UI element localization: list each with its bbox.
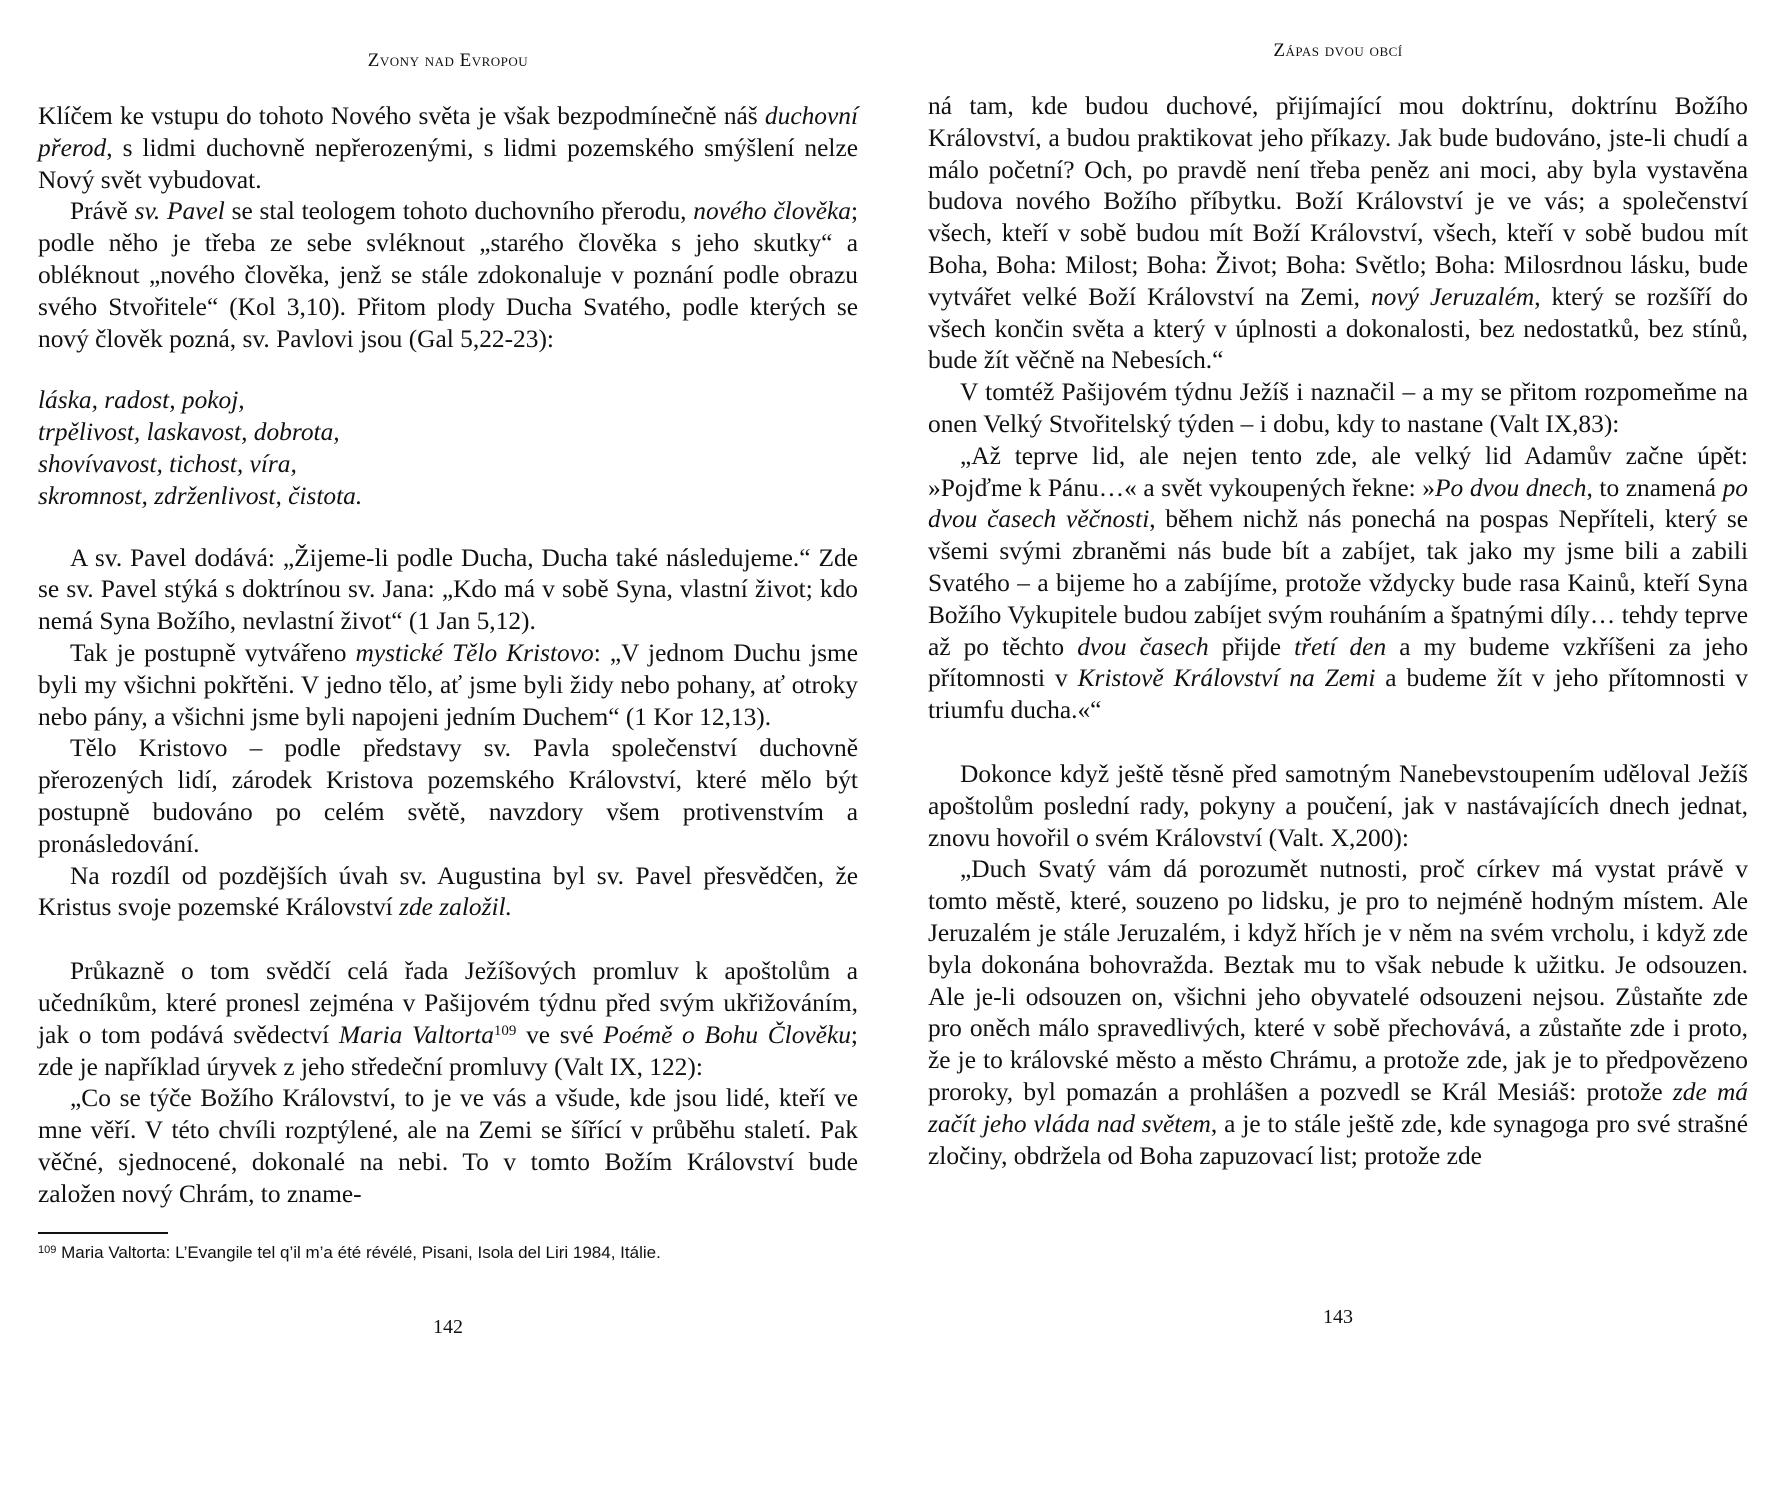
italic-run: nového člověka: [693, 197, 851, 226]
paragraph: A sv. Pavel dodává: „Žijeme-li podle Ducha, Ducha také následujeme.“ Zde se sv. Pavel stýká s doktrínou sv. Jana: „Kdo má v sobě Syna, vlastní život; kdo nemá Syna Božího, nevlastní život“ (1 Jan 5,12).: [38, 543, 858, 636]
text-run: , s lidmi duchovně nepřerozenými, s lidmi pozemského smýšlení nelze Nový svět vybudovat.: [38, 133, 858, 194]
italic-run: mystické Tělo Kristovo: [355, 638, 594, 667]
text-run: ve své: [516, 1020, 604, 1049]
running-head: Zvony nad Evropou: [367, 50, 529, 71]
right-page: [928, 0, 1748, 1500]
left-page: [38, 0, 858, 1500]
text-run: Na rozdíl od pozdějších úvah sv. Augustina byl sv. Pavel přesvědčen, že Kristus svoje pozemské Království: [38, 861, 858, 922]
paragraph: [38, 101, 858, 196]
verse-line: shovívavost, tichost, víra,: [38, 449, 297, 478]
italic-run: Poémě o Bohu Člověku: [603, 1020, 851, 1049]
page-number: 142: [433, 1316, 463, 1338]
italic-run: duchovní přerod: [38, 102, 858, 162]
italic-run: sv. Pavel: [134, 197, 225, 226]
text-run: , to znamená: [1586, 473, 1723, 502]
page-body: [38, 101, 858, 1211]
text-run: přijde: [1208, 632, 1295, 661]
text-run: , a je to stále ještě zde, kde synagoga pro své strašné zločiny, obdržela od Boha zapuzovací list; protože zde: [928, 1109, 1748, 1170]
italic-run: zde založil.: [399, 893, 512, 922]
paragraph: [38, 638, 858, 733]
paragraph: [38, 956, 858, 1083]
text-run: Právě: [70, 197, 135, 226]
footnote-text: Maria Valtorta: L’Evangile tel q’il m’a été révélé, Pisani, Isola del Liri 1984, Itálie.: [56, 1243, 661, 1262]
text-run: se stal teologem tohoto duchovního přerodu,: [224, 197, 694, 226]
paragraph: [38, 196, 858, 355]
verse-line: skromnost, zdrženlivost, čistota.: [38, 481, 363, 510]
italic-run: nový Jeruzalém: [1370, 282, 1535, 311]
text-run: „Až teprve lid, ale nejen tento zde, ale velký lid Adamův začne úpět: »Pojďme k Pánu…« a svět vykoupených řekne: »: [928, 441, 1748, 502]
verse-block: [38, 385, 858, 512]
text-run: „Duch Svatý vám dá porozumět nutnosti, proč církev má vystat právě v tomto městě, které, souzeno po lidsku, je pro to nejméně hodným místem. Ale Jeruzalém je stále Jeruzalém, i když hřích je v něm na svém vrcholu, i když zde byla dokonána bohovražda. Beztak mu to však nebude k užitku. Je odsouzen. Ale je-li odsouzen on, všichni jeho obyvatelé odsouzeni nejsou. Zůstaňte zde pro oněch málo spravedlivých, které v sobě přechovává, a zůstaňte zde i proto, že je to královské město a město Chrámu, a protože zde, jak je to předpovězeno proroky, byl pomazán a prohlášen a pozvedl se Král Mesiáš: protože: [928, 855, 1748, 1106]
paragraph: Dokonce když ještě těsně před samotným Nanebevstoupením uděloval Ježíš apoštolům poslední rady, pokyny a poučení, jak v nastávajících dnech jednat, znovu hovořil o svém Království (Valt. X,200):: [928, 759, 1748, 852]
italic-run: zde má začít jeho vláda nad světem: [928, 1077, 1748, 1138]
paragraph: Tělo Kristovo – podle představy sv. Pavla společenství duchovně přerozených lidí, zárodek Kristova pozemského Království, které mělo být postupně budováno po celém světě, navzdory všem protivenstvím a pronásledování.: [38, 734, 858, 858]
verse-line: láska, radost, pokoj,: [38, 386, 245, 415]
paragraph: [928, 91, 1748, 377]
text-run: a my budeme vzkříšeni za jeho přítomnosti v: [928, 632, 1749, 693]
paragraph: „Co se týče Božího Království, to je ve vás a všude, kde jsou lidé, kteří ve mne věří. V této chvíli rozptýlené, ale na Zemi se šířící v průběhu staletí. Pak věčné, sjednocené, dokonalé na nebi. To v tomto Božím Království bude založen nový Chrám, to zname-: [38, 1084, 858, 1208]
text-run: , během nichž nás ponechá na pospas Nepříteli, který se všemi svými zbraněmi nás bude bít a zabíjet, tak jako my jsme bili a zabili Svatého – a bijeme ho a zabíjíme, protože vždycky bude rasa Kainů, kteří Syna Božího Vykupitele budou zabíjet svým rouháním a špatnými díly… tehdy teprve až po těchto: [928, 505, 1748, 661]
paragraph: [928, 441, 1748, 727]
italic-run: Kristově Království na Zemi: [1077, 664, 1376, 693]
footnote-rule: [38, 1232, 168, 1234]
text-run: Klíčem ke vstupu do tohoto Nového světa je však bezpodmínečně náš: [38, 102, 765, 130]
text-run: a budeme žít v jeho přítomnosti v triumfu ducha.«“: [928, 664, 1748, 725]
text-run: ná tam, kde budou duchové, přijímající mou doktrínu, doktrínu Božího Království, a budou praktikovat jeho příkazy. Jak bude budováno, jste-li chudí a málo početní? Och, po pravdě není třeba peněz ani moci, aby byla vystavěna budova nového Božího příbytku. Boží Království je ve vás; a společenství všech, kteří v sobě budou mít Boží Království, všech, kteří v sobě budou mít Boha, Boha: Milost; Boha: Život; Boha: Světlo; Boha: Milosrdnou lásku, bude vytvářet velké Boží Království na Zemi,: [928, 92, 1748, 311]
italic-run: dvou časech: [1077, 632, 1209, 661]
italic-run: Po dvou dnech: [1435, 473, 1587, 502]
footnote-marker: 109: [493, 1022, 517, 1039]
italic-run: třetí den: [1294, 632, 1387, 661]
text-run: Tak je postupně vytvářeno: [70, 638, 356, 667]
text-run: : „V jednom Duchu jsme byli my všichni pokřtěni. V jedno tělo, ať jsme byli židy nebo pohany, ať otroky nebo pány, a všichni jsme byli napojeni jedním Duchem“ (1 Kor 12,13).: [38, 638, 858, 731]
text-run: ; podle něho je třeba ze sebe svléknout „starého člověka s jeho skutky“ a obléknout „nového člověka, jenž se stále zdokonaluje v poznání podle obrazu svého Stvořitele“ (Kol 3,10). Přitom plody Ducha Svatého, podle kterých se nový člověk pozná, sv. Pavlovi jsou (Gal 5,22-23):: [38, 197, 858, 353]
paragraph: [38, 861, 858, 925]
text-run: Průkazně o tom svědčí celá řada Ježíšových promluv k apoštolům a učedníkům, které pronesl zejména v Pašijovém týdnu před svým ukřižováním, jak o tom podává svědectví: [38, 957, 858, 1049]
verse-line: trpělivost, laskavost, dobrota,: [38, 418, 340, 447]
paragraph: V tomtéž Pašijovém týdnu Ježíš i naznačil – a my se přitom rozpomeňme na onen Velký Stvořitelský týden – i dobu, kdy to nastane (Valt IX,83):: [928, 378, 1748, 438]
running-head: Zápas dvou obcí: [1273, 40, 1403, 61]
text-run: ; zde je například úryvek z jeho středeční promluvy (Valt IX, 122):: [38, 1020, 858, 1081]
page-number: 143: [1323, 1306, 1353, 1328]
italic-run: Maria Valtorta: [338, 1020, 494, 1049]
footnote-number: 109: [38, 1244, 57, 1256]
footnote: [38, 1242, 858, 1264]
text-run: , který se rozšíří do všech končin světa a který v úplnosti a dokonalosti, bez nedostatků, bez stínů, bude žít věčně na Nebesích.“: [928, 282, 1748, 375]
italic-run: po dvou časech věčnosti: [928, 473, 1748, 534]
paragraph: [928, 854, 1748, 1172]
page-body: [928, 91, 1748, 1172]
